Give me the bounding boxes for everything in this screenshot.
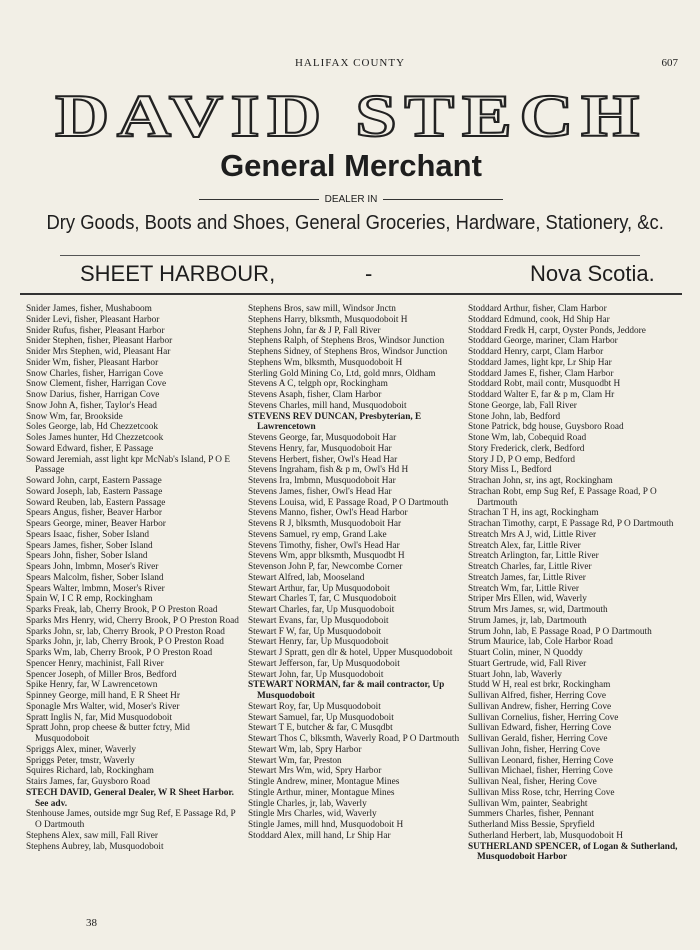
directory-entry: Stingle James, mill hnd, Musquodoboit H (248, 820, 404, 830)
directory-entry: Stoddard Arthur, fisher, Clam Harbor (468, 304, 607, 314)
directory-entry: SUTHERLAND SPENCER, of Logan & Sutherland, Musquodoboit Harbor (468, 841, 678, 863)
directory-entry: Strum Maurice, lab, Cole Harbor Road (468, 637, 613, 648)
directory-entry: Streatch Arlington, far, Little River (468, 551, 599, 562)
directory-entry: Strum James, jr, lab, Dartmouth (468, 615, 587, 626)
directory-entry: Snider Wm, fisher, Pleasant Harbor (26, 357, 159, 368)
directory-entry: Story Frederick, clerk, Bedford (468, 443, 585, 454)
directory-entry: Stevens Wm, appr blksmth, Musquodbt H (248, 551, 405, 562)
directory-entry: Stevens Louisa, wid, E Passage Road, P O Dartmouth (248, 497, 449, 508)
directory-entry: Spears James, fisher, Sober Island (26, 540, 153, 551)
directory-entry: Stewart F W, far, Up Musquodoboit (248, 626, 382, 637)
directory-entry: Stewart Jefferson, far, Up Musquodoboit (248, 658, 400, 669)
directory-entry: Spears John, lmbmn, Moser's River (26, 562, 159, 572)
directory-entry: Squires Richard, lab, Rockingham (26, 766, 154, 777)
directory-entry: Soward Edward, fisher, E Passage (26, 443, 154, 454)
directory-entry: Stoddard Edmund, cook, Hd Ship Har (468, 314, 610, 325)
directory-entry: Spears George, miner, Beaver Harbor (26, 519, 166, 529)
divider (60, 255, 640, 256)
directory-entry: Spears Malcolm, fisher, Sober Island (26, 572, 164, 583)
page-mark: 38 (86, 917, 97, 929)
directory-entry: Sutherland Miss Bessie, Spryfield (468, 820, 595, 830)
directory-entry: Stevens Samuel, ry emp, Grand Lake (248, 529, 387, 540)
ad-separator: - (365, 261, 373, 286)
directory-entry: Spriggs Peter, tmstr, Waverly (26, 755, 135, 766)
directory-entry: Stevens A C, telgph opr, Rockingham (248, 379, 388, 390)
directory-entry: Snow John A, fisher, Taylor's Head (26, 400, 157, 411)
directory-entry: Stevens Manno, fisher, Owl's Head Harbor (248, 508, 408, 519)
divider (383, 199, 503, 200)
directory-entry: STEVENS REV DUNCAN, Presbyterian, E Lawrencetown (248, 411, 422, 433)
directory-entry: Spencer Joseph, of Miller Bros, Bedford (26, 669, 177, 680)
directory-entry: Sponagle Mrs Walter, wid, Moser's River (26, 701, 180, 712)
directory-entry: Sullivan Michael, fisher, Herring Cove (468, 766, 613, 777)
directory-entry: Stoddard George, mariner, Clam Harbor (468, 336, 618, 347)
directory-entry: Snider Mrs Stephen, wid, Pleasant Har (26, 347, 171, 357)
directory-entry: Stewart T E, butcher & far, C Musqdbt (248, 723, 393, 734)
directory-entry: Sparks Wm, lab, Cherry Brook, P O Preston Road (26, 648, 213, 658)
ad-place: SHEET HARBOUR, (80, 261, 276, 286)
directory-entry: Streatch James, far, Little River (468, 572, 586, 583)
directory-entry: Stevenson John P, far, Newcombe Corner (248, 562, 403, 572)
directory-entry: Spears Isaac, fisher, Sober Island (26, 529, 150, 540)
county-title: HALIFAX COUNTY (294, 57, 406, 69)
directory-entry: Stoddard Alex, mill hand, Lr Ship Har (248, 830, 391, 841)
directory-entry: Stoddard Fredk H, carpt, Oyster Ponds, Jeddore (468, 325, 646, 336)
directory-entry: Stevens Henry, far, Musquodoboit Har (248, 443, 392, 454)
directory-entry: Stuart John, lab, Waverly (468, 669, 562, 680)
directory-entry: Stephens John, far & J P, Fall River (248, 325, 381, 336)
advertiser-subtitle: General Merchant (220, 148, 482, 183)
directory-entry: Stephens Wm, blksmth, Musquodoboit H (248, 357, 403, 368)
directory-entry: Studd W H, real est brkr, Rockingham (468, 680, 611, 691)
directory-entry: Spratt Inglis N, far, Mid Musquodoboit (26, 712, 173, 723)
directory-entry: Streatch Mrs A J, wid, Little River (468, 529, 597, 540)
directory-entry: Spears John, fisher, Sober Island (26, 551, 148, 562)
directory-entry: Stenhouse James, outside mgr Sug Ref, E Passage Rd, P O Dartmouth (26, 809, 236, 830)
directory-entry: Sparks Mrs Henry, wid, Cherry Brook, P O Preston Road (26, 615, 239, 626)
directory-entry: Stuart Colin, miner, N Quoddy (468, 648, 583, 658)
directory-entry: Stevens Ira, lmbmn, Musquodoboit Har (248, 476, 396, 486)
directory-entry: Stoddard Robt, mail contr, Musquodbt H (468, 379, 621, 390)
directory-entry: Stone Patrick, bdg house, Guysboro Road (468, 422, 624, 433)
directory-entry: Streatch Charles, far, Little River (468, 562, 592, 572)
directory-entry: Strachan T H, ins agt, Rockingham (468, 508, 599, 519)
directory-entry: Stingle Charles, jr, lab, Waverly (248, 798, 367, 809)
directory-entry: Sullivan John, fisher, Herring Cove (468, 744, 600, 755)
directory-entry: Stevens Timothy, fisher, Owl's Head Har (248, 540, 400, 551)
directory-entry: Spain W, I C R emp, Rockingham (26, 594, 153, 605)
divider (199, 199, 319, 200)
directory-entry: Sparks John, sr, lab, Cherry Brook, P O Preston Road (26, 626, 225, 637)
directory-entry: Snow Charles, fisher, Harrigan Cove (26, 368, 163, 379)
directory-entry: Stewart Evans, far, Up Musquodoboit (248, 615, 389, 626)
ad-province: Nova Scotia. (530, 261, 655, 286)
directory-entry: Sullivan Gerald, fisher, Herring Cove (468, 734, 608, 744)
directory-entry: Stevens Ingraham, fish & p m, Owl's Hd H (248, 465, 409, 476)
directory-entry: Stewart Samuel, far, Up Musquodoboit (248, 712, 394, 723)
directory-column-3 (468, 304, 686, 863)
directory-entry: Spinney George, mill hand, E R Sheet Hr (26, 691, 180, 701)
directory-entry: STEWART NORMAN, far & mail contractor, Up Musquodoboit (248, 680, 445, 701)
directory-entry: Stewart Mrs Wm, wid, Spry Harbor (248, 766, 382, 777)
directory-entry: Stewart Thos C, blksmth, Waverly Road, P O Dartmouth (248, 734, 460, 744)
directory-entry: Stewart Charles, far, Up Musquodoboit (248, 605, 395, 615)
directory-entry: Sullivan Neal, fisher, Hering Cove (468, 777, 597, 787)
directory-entry: STECH DAVID, General Dealer, W R Sheet Harbor. See adv. (26, 787, 234, 809)
directory-entry: Stewart Wm, far, Preston (248, 755, 342, 766)
directory-entry: Sullivan Alfred, fisher, Herring Cove (468, 691, 607, 701)
directory-entry: Sullivan Edward, fisher, Herring Cove (468, 723, 612, 734)
goods-list: Dry Goods, Boots and Shoes, General Groceries, Hardware, Stationery, &c. (46, 212, 664, 234)
directory-entry: Sullivan Wm, painter, Seabright (468, 798, 588, 809)
directory-entry: Strum John, lab, E Passage Road, P O Dartmouth (468, 626, 652, 637)
directory-entry: Spears Walter, lmbmn, Moser's River (26, 583, 165, 594)
directory-entry: Strachan Timothy, carpt, E Passage Rd, P O Dartmouth (468, 519, 674, 529)
directory-entry: Spears Angus, fisher, Beaver Harbor (26, 508, 162, 519)
directory-entry: Stoddard Walter E, far & p m, Clam Hr (468, 390, 615, 400)
directory-entry: Snider James, fisher, Mushaboom (26, 304, 152, 314)
directory-entry: Sullivan Miss Rose, tchr, Herring Cove (468, 787, 615, 798)
directory-entry: Strum Mrs James, sr, wid, Dartmouth (468, 605, 608, 615)
directory-entry: Soles James hunter, Hd Chezzetcook (26, 433, 164, 443)
directory-entry: Sterling Gold Mining Co, Ltd, gold mnrs, Oldham (248, 368, 436, 379)
directory-entry: Stone John, lab, Bedford (468, 411, 561, 422)
directory-entry: Snider Levi, fisher, Pleasant Harbor (26, 314, 160, 325)
directory-entry: Sullivan Andrew, fisher, Herring Cove (468, 701, 612, 712)
directory-entry: Streatch Alex, far, Little River (468, 540, 581, 551)
directory-entry: Stairs James, far, Guysboro Road (26, 777, 151, 787)
directory-entry: Stone Wm, lab, Cobequid Road (468, 433, 587, 443)
directory-column-2 (248, 304, 463, 842)
advertisement (20, 76, 682, 298)
directory-entry: Stone George, lab, Fall River (468, 400, 577, 411)
directory-entry: Soward Reuben, lab, Eastern Passage (26, 497, 166, 508)
directory-entry: Stoddard Henry, carpt, Clam Harbor (468, 347, 604, 357)
directory-entry: Stevens Herbert, fisher, Owl's Head Har (248, 454, 398, 465)
divider (20, 293, 682, 295)
directory-entry: Sparks John, jr, lab, Cherry Brook, P O Preston Road (26, 637, 224, 648)
directory-entry: Sutherland Herbert, lab, Musquodoboit H (468, 830, 623, 841)
directory-entry: Stevens George, far, Musquodoboit Har (248, 433, 397, 443)
directory-entry: Stuart Gertrude, wid, Fall River (468, 658, 587, 669)
directory-entry: Soles George, lab, Hd Chezzetcook (26, 422, 159, 433)
directory-entry: Stewart Henry, far, Up Musquodoboit (248, 637, 389, 648)
directory-entry: Spriggs Alex, miner, Waverly (26, 744, 136, 755)
directory-entry: Snow Wm, far, Brookside (26, 411, 123, 422)
directory-entry: Snider Stephen, fisher, Pleasant Harbor (26, 336, 173, 347)
dealer-in-line (20, 194, 682, 205)
page-number: 607 (661, 57, 678, 69)
directory-entry: Stephens Harry, blksmth, Musquodoboit H (248, 314, 408, 325)
directory-entry: Stewart Roy, far, Up Musquodoboit (248, 701, 381, 712)
directory-entry: Strachan Robt, emp Sug Ref, E Passage Road, P O Dartmouth (468, 486, 657, 508)
directory-entry: Spencer Henry, machinist, Fall River (26, 658, 164, 669)
directory-entry: Stingle Andrew, miner, Montague Mines (248, 777, 400, 787)
directory-entry: Sparks Freak, lab, Cherry Brook, P O Preston Road (26, 605, 218, 615)
directory-entry: Story J D, P O emp, Bedford (468, 454, 576, 465)
directory-entry: Snider Rufus, fisher, Pleasant Harbor (26, 325, 165, 336)
directory-entry: Strachan John, sr, ins agt, Rockingham (468, 476, 613, 486)
directory-entry: Stephens Alex, saw mill, Fall River (26, 830, 158, 841)
directory-entry: Snow Darius, fisher, Harrigan Cove (26, 390, 160, 400)
directory-entry: Soward John, carpt, Eastern Passage (26, 476, 162, 486)
directory-entry: Stingle Arthur, miner, Montague Mines (248, 787, 395, 798)
directory-entry: Striper Mrs Ellen, wid, Waverly (468, 594, 587, 605)
directory-entry: Spratt John, prop cheese & butter fctry, Mid Musquodoboit (26, 723, 190, 744)
directory-entry: Stoddard James, light kpr, Lr Ship Har (468, 357, 612, 368)
directory-entry: Soward Jeremiah, asst light kpr McNab's Island, P O E Passage (26, 454, 231, 476)
advertiser-name: DAVID STECH (55, 83, 647, 149)
directory-entry: Stoddard James E, fisher, Clam Harbor (468, 368, 614, 379)
directory-entry: Stewart Arthur, far, Up Musquodoboit (248, 583, 390, 594)
directory-entry: Sullivan Leonard, fisher, Herring Cove (468, 755, 614, 766)
directory-entry: Sullivan Cornelius, fisher, Herring Cove (468, 712, 619, 723)
directory-entry: Snow Clement, fisher, Harrigan Cove (26, 379, 167, 390)
directory-entry: Stephens Ralph, of Stephens Bros, Windsor Junction (248, 336, 445, 347)
directory-entry: Spike Henry, far, W Lawrencetown (26, 680, 158, 691)
directory-entry: Stewart Wm, lab, Spry Harbor (248, 744, 362, 755)
directory-entry: Summers Charles, fisher, Pennant (468, 809, 594, 820)
directory-entry: Stewart Charles T, far, C Musquodoboit (248, 594, 397, 605)
dealer-in-label: DEALER IN (324, 194, 378, 205)
directory-entry: Stewart John, far, Up Musquodoboit (248, 669, 384, 680)
directory-entry: Stewart Alfred, lab, Mooseland (248, 572, 365, 583)
directory-entry: Stevens Charles, mill hand, Musquodoboit (248, 400, 407, 411)
directory-entry: Stewart J Spratt, gen dlr & hotel, Upper Musquodoboit (248, 648, 453, 658)
directory-entry: Stingle Mrs Charles, wid, Waverly (248, 809, 377, 820)
directory-entry: Story Miss L, Bedford (468, 465, 552, 476)
directory-entry: Stevens Asaph, fisher, Clam Harbor (248, 390, 382, 400)
directory-column-1 (26, 304, 244, 852)
directory-entry: Stephens Aubrey, lab, Musquodoboit (26, 841, 164, 852)
running-header (0, 57, 700, 69)
directory-entry: Streatch Wm, far, Little River (468, 583, 579, 594)
directory-entry: Stevens R J, blksmth, Musquodoboit Har (248, 519, 402, 529)
directory-entry: Soward Joseph, lab, Eastern Passage (26, 486, 163, 497)
directory-entry: Stevens James, fisher, Owl's Head Har (248, 486, 392, 497)
directory-entry: Stephens Bros, saw mill, Windsor Jnctn (248, 304, 396, 314)
directory-entry: Stephens Sidney, of Stephens Bros, Windsor Junction (248, 347, 448, 357)
